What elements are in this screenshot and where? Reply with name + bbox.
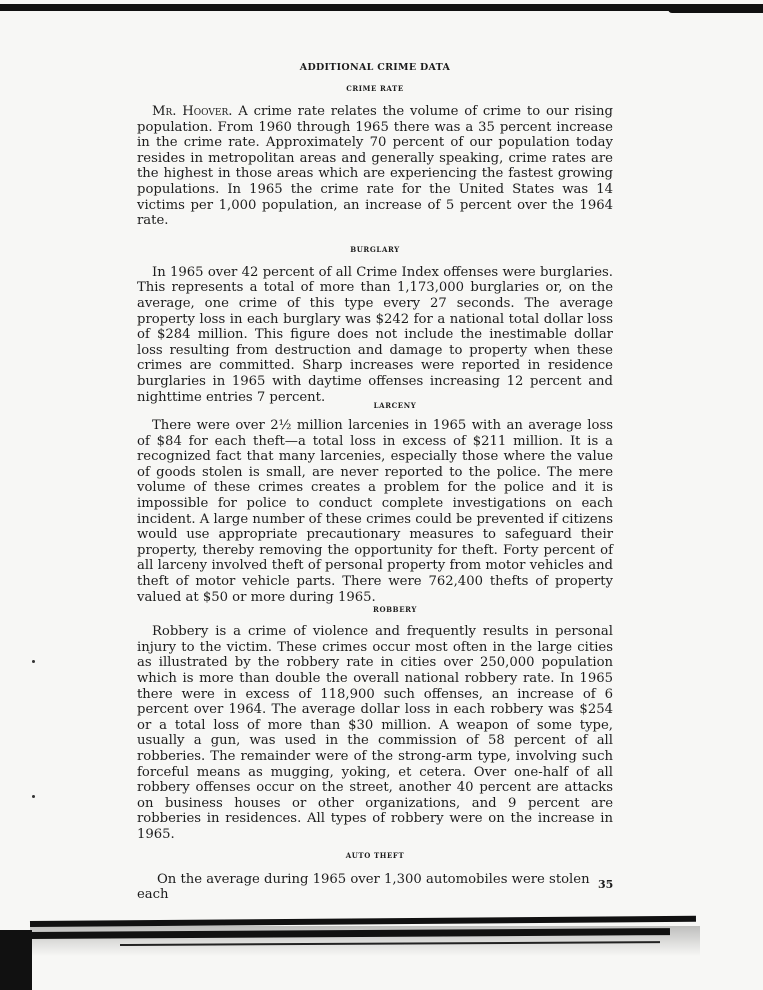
document-page bbox=[137, 62, 613, 903]
section-heading: ROBBERY bbox=[373, 605, 417, 615]
scan-edge-top-curl bbox=[668, 9, 763, 13]
section-crime-rate bbox=[137, 84, 613, 229]
section-auto-theft bbox=[137, 851, 613, 903]
section-larceny bbox=[137, 401, 613, 605]
document-title: ADDITIONAL CRIME DATA bbox=[299, 62, 451, 73]
scan-edge-left bbox=[0, 930, 32, 990]
section-paragraph: On the average during 1965 over 1,300 automobiles were stolen each bbox=[137, 871, 590, 903]
section-paragraph: In 1965 over 42 percent of all Crime Index offenses were burglaries. This represents a total of more than 1,173,000 burglaries or, on the average, one crime of this type every 27 seconds. The average property loss in each burglary was $242 for a national total dollar loss of $284 million. This figure does not include the inestimable dollar loss resulting from destruction and damage to property when these crimes are committed. Sharp increases were reported in residence burglaries in 1965 with daytime offenses increasing 12 percent and nighttime entries 7 percent. bbox=[137, 264, 613, 405]
margin-speck bbox=[32, 795, 35, 798]
section-paragraph: Robbery is a crime of violence and frequently results in personal injury to the victim. These crimes occur most often in the large cities as illustrated by the robbery rate in cities over 250,000 population which is more than double the overall national robbery rate. In 1965 there were in excess of 118,900 such offenses, an increase of 6 percent over 1964. The average dollar loss in each robbery was $254 or a total loss of more than $30 million. A weapon of some type, usually a gun, was used in the commission of 58 percent of all robberies. The remainder were of the strong-arm type, involving such forceful means as mugging, yoking, et cetera. Over one-half of all robbery offenses occur on the street, another 40 percent are attacks on business houses or other organizations, and 9 percent are robberies in residences. All types of robbery were on the increase in 1965. bbox=[137, 624, 613, 842]
section-burglary bbox=[137, 245, 613, 405]
section-paragraph bbox=[137, 104, 613, 229]
section-paragraph: There were over 2½ million larcenies in 1965 with an average loss of $84 for each theft—a total loss in excess of $211 million. It is a recognized fact that many larcenies, especially those where the value of goods stolen is small, are never reported to the police. The mere volume of these crimes creates a problem for the police and it is impossible for police to conduct complete investigations on each incident. A large number of these crimes could be prevented if citizens would use appropriate precautionary measures to safeguard their property, thereby removing the opportunity for theft. Forty percent of all larceny involved theft of personal property from motor vehicles and theft of motor vehicle parts. There were 762,400 thefts of property valued at $50 or more during 1965. bbox=[137, 418, 613, 605]
speaker-name: Mr. Hoover. bbox=[152, 104, 233, 119]
section-robbery bbox=[137, 605, 613, 842]
scan-edge-top bbox=[0, 4, 763, 11]
paragraph-text: A crime rate relates the volume of crime to our rising population. From 1960 through 1965 there was a 35 percent increase in the crime rate. Approximately 70 percent of our population today resides in metropolitan areas and generally speaking, crime rates are the highest in those areas which are experiencing the fastest growing populations. In 1965 the crime rate for the United States was 14 victims per 1,000 population, an increase of 5 percent over the 1964 rate. bbox=[137, 104, 613, 229]
margin-speck bbox=[32, 660, 35, 663]
section-heading: AUTO THEFT bbox=[345, 850, 405, 860]
page-number: 35 bbox=[598, 878, 614, 891]
section-heading: BURGLARY bbox=[350, 244, 400, 254]
section-heading: LARCENY bbox=[373, 401, 417, 411]
section-heading: CRIME RATE bbox=[346, 84, 404, 93]
